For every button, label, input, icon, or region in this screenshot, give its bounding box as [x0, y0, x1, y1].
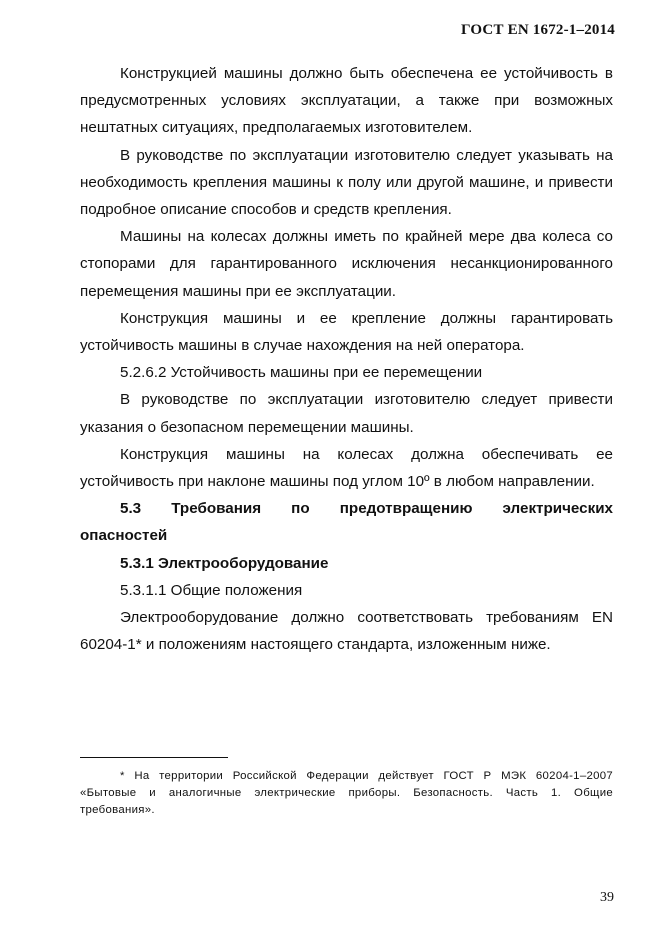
body-text — [80, 60, 613, 658]
footnote-separator — [80, 757, 228, 758]
section-5-3-1-heading: 5.3.1 Электрооборудование — [120, 554, 329, 572]
paragraph-fastening-instructions: В руководстве по эксплуатации изготовителю следует указывать на необходимость крепления машины к полу или другой машине, и привести подробное описание способов и средств крепления. — [80, 146, 613, 219]
document-code: ГОСТ EN 1672-1–2014 — [461, 22, 615, 38]
footnote-text: * На территории Российской Федерации действует ГОСТ Р МЭК 60204-1–2007 «Бытовые и аналогичные электрические приборы. Безопасность. Часть 1. Общие требования». — [80, 770, 613, 816]
paragraph-operator-stability: Конструкция машины и ее крепление должны гарантировать устойчивость машины в случае нахождения на ней оператора. — [80, 309, 613, 355]
paragraph-tilt-stability: Конструкция машины на колесах должна обеспечивать ее устойчивость при наклоне машины под углом 10º в любом направлении. — [80, 445, 613, 491]
paragraph-moving-instructions: В руководстве по эксплуатации изготовителю следует привести указания о безопасном перемещении машины. — [80, 391, 613, 436]
footnote — [80, 768, 613, 819]
clause-5-3-1-1-title: 5.3.1.1 Общие положения — [120, 581, 303, 599]
paragraph-electrical-requirements: Электрооборудование должно соответствовать требованиям EN 60204-1* и положениям настоящего стандарта, изложенным ниже. — [80, 609, 613, 654]
page-number: 39 — [600, 890, 614, 905]
paragraph-stability-conditions: Конструкцией машины должно быть обеспечена ее устойчивость в предусмотренных условиях эксплуатации, а также при возможных нештатных ситуациях, предполагаемых изготовителем. — [80, 65, 613, 137]
clause-5-2-6-2-title: 5.2.6.2 Устойчивость машины при ее перемещении — [120, 364, 483, 382]
section-5-3-heading: 5.3 Требования по предотвращению электрических опасностей — [80, 500, 613, 545]
paragraph-wheel-stoppers: Машины на колесах должны иметь по крайней мере два колеса со стопорами для гарантированного исключения несанкционированного перемещения машины при ее эксплуатации. — [80, 228, 613, 300]
